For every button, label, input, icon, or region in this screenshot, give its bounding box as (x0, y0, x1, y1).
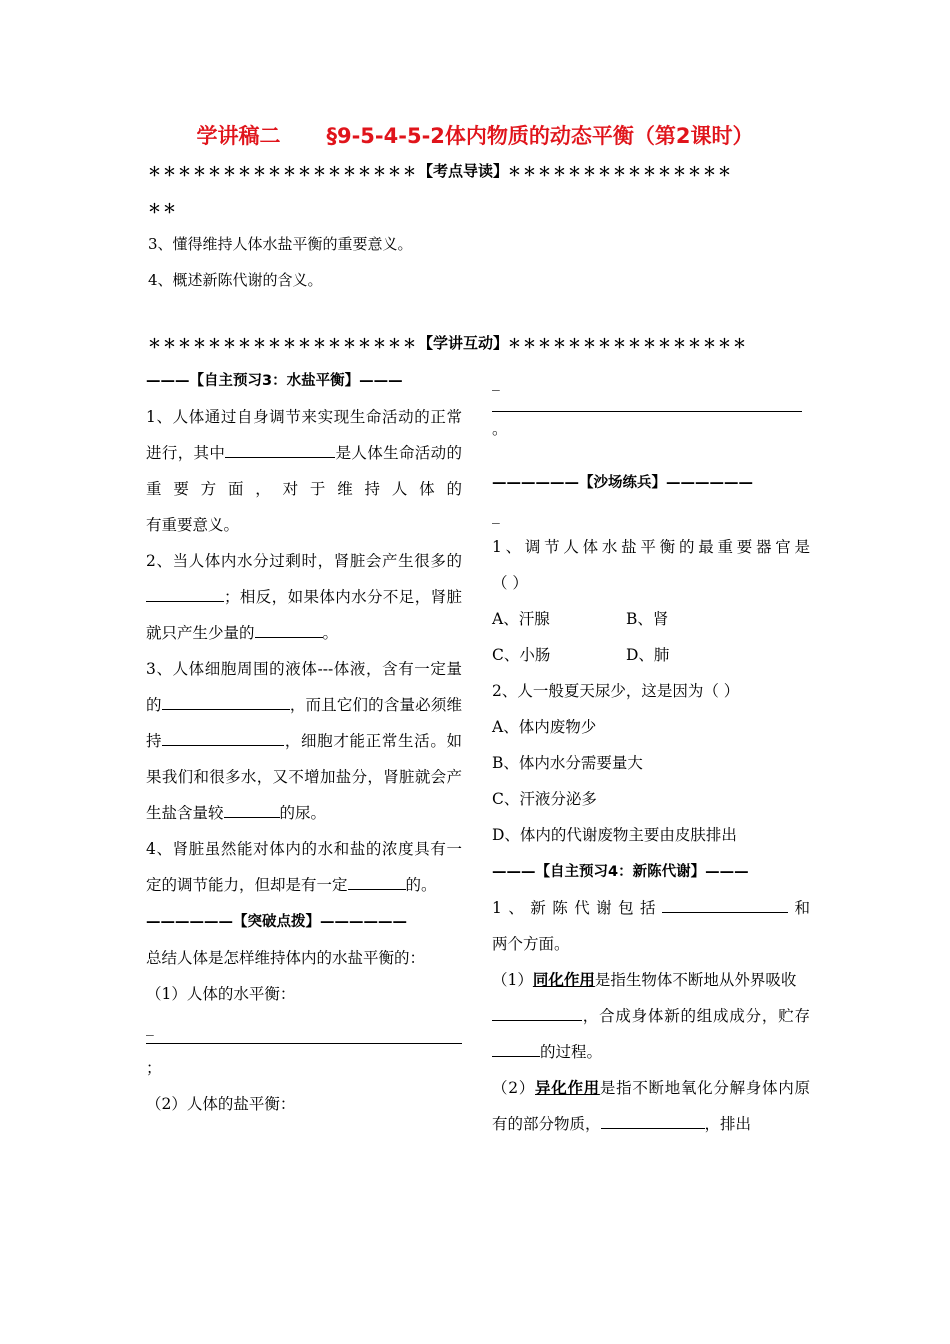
summary-text: 总结人体是怎样维持体内的水盐平衡的： (146, 949, 426, 967)
salt-balance-label: （2）人体的盐平衡： (146, 1095, 296, 1113)
answer-blank[interactable] (662, 894, 788, 913)
question-4: 4、肾脏虽然能对体内的水和盐的浓度具有一定的调节能力，但却是有一定 的。 (146, 840, 462, 894)
answer-blank[interactable] (162, 727, 284, 746)
question-3: 3、人体细胞周围的液体---体液，含有一定量的 ，而且它们的含量必须维持 ，细胞才能正常生活。如果我们和很多水，又不增加盐分，肾脏就会产生盐含量较 的尿。 (146, 660, 462, 822)
xuejiang-header-line (148, 332, 808, 353)
term-catabolism: 异化作用 (535, 1079, 600, 1097)
catabolism: （2）异化作用是指不断地氧化分解身体内原有的部分物质， ，排出 (492, 1079, 810, 1133)
kaodian-header-line-wrap (148, 198, 808, 217)
title-part1: 学讲稿二 (196, 124, 281, 148)
sq1: 1、调节人体水盐平衡的最重要器官是 (492, 538, 810, 556)
star-row: ＊＊＊＊＊＊＊＊＊＊＊＊＊＊＊＊＊＊ (148, 337, 419, 352)
sq2-option-b[interactable]: B、体内水分需要量大 (492, 754, 643, 772)
objective-4: 4、概述新陈代谢的含义。 (148, 271, 323, 289)
answer-blank[interactable] (601, 1110, 705, 1129)
page-title (0, 120, 950, 150)
star-row: ＊＊＊＊＊＊＊＊＊＊＊＊＊＊＊ (508, 165, 734, 180)
section-zizhu4: ———【自主预习4：新陈代谢】——— (492, 864, 749, 880)
sq2-option-a[interactable]: A、体内废物少 (492, 718, 597, 736)
sq1-paren: （ ） (492, 574, 528, 592)
xuejiang-header: 【学讲互动】 (418, 334, 509, 352)
answer-line[interactable] (492, 399, 802, 412)
star-row: ＊＊＊＊＊＊＊＊＊＊＊＊＊＊＊＊ (508, 337, 749, 352)
sq2-option-d[interactable]: D、体内的代谢废物主要由皮肤排出 (492, 826, 737, 844)
metabolism-q1: 1、新陈代谢包括 和 (492, 890, 810, 926)
star-row: ＊＊＊＊＊＊＊＊＊＊＊＊＊＊＊＊＊＊ (148, 165, 419, 180)
anabolism: （1）同化作用是指生物体不断地从外界吸收 (492, 971, 797, 989)
question-1-end: 有重要意义。 (146, 516, 240, 534)
sq2-option-c[interactable]: C、汗液分泌多 (492, 790, 597, 808)
answer-blank[interactable] (255, 619, 323, 638)
kaodian-header-line (148, 160, 808, 181)
underscore-mark: _ (492, 373, 500, 391)
answer-blank[interactable] (162, 691, 290, 710)
objective-3: 3、懂得维持人体水盐平衡的重要意义。 (148, 235, 413, 253)
answer-blank[interactable] (348, 871, 406, 890)
anabolism-cont: ，合成身体新的组成成分，贮存的过程。 (492, 998, 810, 1070)
sq2: 2、人一般夏天尿少，这是因为（ ） (492, 682, 740, 700)
answer-blank[interactable] (225, 439, 335, 458)
section-zizhu3: ———【自主预习3：水盐平衡】——— (146, 373, 403, 389)
section-shachang: ——————【沙场练兵】—————— (492, 475, 753, 491)
question-2: 2、当人体内水分过剩时，肾脏会产生很多的；相反，如果体内水分不足，肾脏就只产生少量的 。 (146, 552, 462, 642)
answer-blank[interactable] (492, 1002, 582, 1021)
answer-blank[interactable] (224, 799, 280, 818)
answer-blank[interactable] (146, 583, 224, 602)
sq1-options-ab (492, 601, 810, 637)
answer-blank[interactable] (492, 1038, 540, 1057)
right-column (492, 368, 810, 1142)
option-d[interactable]: D、肺 (626, 646, 670, 664)
option-a[interactable]: A、汗腺 (492, 610, 550, 628)
question-1: 1、人体通过自身调节来实现生命活动的正常进行，其中 是人体生命活动的重要方面，对于维持人体的 (146, 408, 462, 498)
left-column (146, 362, 462, 1122)
star-row: ＊＊ (148, 202, 179, 217)
answer-line-row: 。 (492, 396, 810, 440)
kaodian-header: 【考点导读】 (418, 162, 509, 180)
metabolism-q1-end: 两个方面。 (492, 935, 570, 953)
water-balance-label: （1）人体的水平衡： (146, 985, 296, 1003)
underscore-mark: _ (492, 506, 500, 524)
term-anabolism: 同化作用 (532, 971, 595, 989)
option-c[interactable]: C、小肠 (492, 646, 551, 664)
semicolon-mark: ； (146, 1059, 162, 1077)
answer-line[interactable] (146, 1042, 462, 1044)
underscore-mark: _ (146, 1018, 154, 1036)
sq1-options-cd (492, 637, 810, 673)
option-b[interactable]: B、肾 (626, 610, 669, 628)
section-tupo: ——————【突破点拨】—————— (146, 914, 407, 930)
title-part2: §9-5-4-5-2体内物质的动态平衡（第2课时） (326, 124, 754, 148)
